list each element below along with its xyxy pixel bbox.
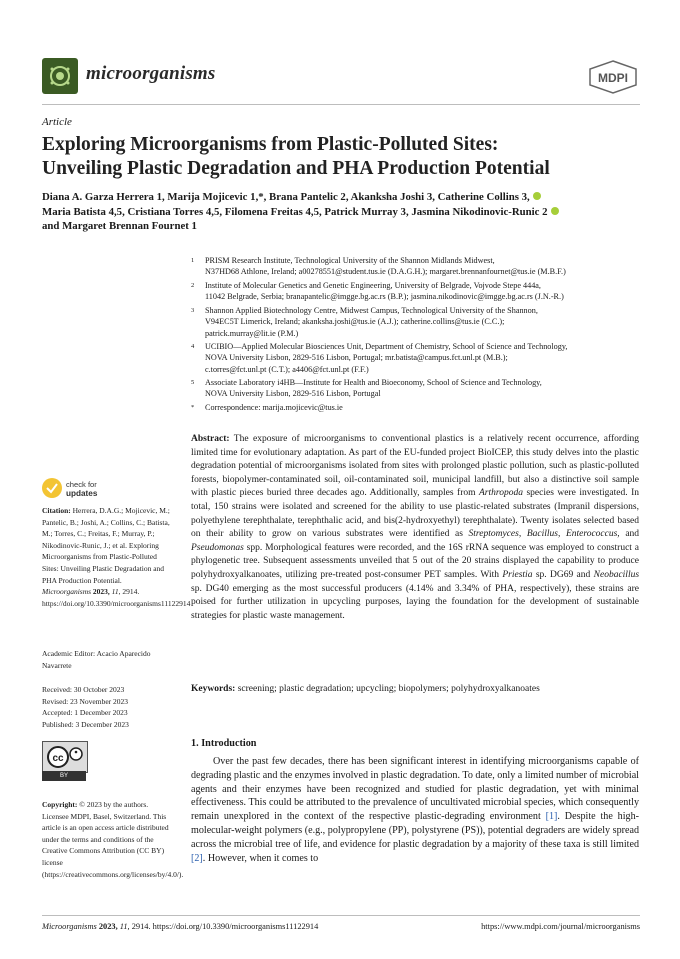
svg-text:cc: cc <box>52 753 64 764</box>
check-for-updates-icon[interactable] <box>42 478 62 498</box>
abstract: Abstract: The exposure of microorganisms to conventional plastics is a relatively recent occurrence, affording limited time for evolutionary adaptation. As part of the EU-funded project BioICEP, this study delves into the plastic degradation potential of microorganisms isolated from sites with prolonged plastic pollution, such as plastic-polluted forests, biopolymer-contaminated soil, oil-contaminated soil, municipal landfill, but also a distinctive soil sample with plastic pieces buried three decades ago. Additionally, samples from Arthropoda species were investigated. In total, 150 strains were isolated and screened for the ability to use plastic-related substrates (Impranil dispersions, polyethylene terephthalate, terephthalic acid, and bis(2-hydroxyethyl) terephthalate). Twenty isolates selected based on their ability to grow on various substrates were identified as Streptomyces, Bacillus, Enterococcus, and Pseudomonas spp. Morphological features were recorded, and the 16S rRNA sequence was employed to construct a phylogenetic tree. Subsequent assessments unveiled that 5 out of the 20 strains displayed the capability to produce polyhydroxyalkanoates, utilizing pre-treated post-consumer PET samples. With Priestia sp. DG69 and Neobacillus sp. DG40 emerging as the most successful producers (4.14% and 3.34% of PHA, respectively), these strains are poised for further utilization in upcycling purposes, laying the foundation for the development of sustainable strategies for plastic waste management. <box>191 434 640 621</box>
abstract-label: Abstract: <box>191 434 230 444</box>
authors-line-3[interactable]: and Margaret Brennan Fournet 1 <box>42 220 197 233</box>
affiliation-3: 3 Shannon Applied Biotechnology Centre, Midwest Campus, Technological University of the Shannon, V94EC5T Limerick, Ireland; akanksha.joshi@tus.ie (A.J.); catherine.collins@tus.ie (C.C.); patrick.murray@lit.ie (P.M.) <box>191 306 538 338</box>
citation-block: Citation: Herrera, D.A.G.; Mojicevic, M.; Pantelic, B.; Joshi, A.; Collins, C.; Batista, M.; Torres, C.; Freitas, F.; Murray, P.; Nikodinovic-Runic, J.; et al. Exploring Microorganisms from Plastic-Polluted Sites: Unveiling Plastic Degradation and PHA Production Potential. Microorganisms 2023, 11, 2914. https://doi.org/10.3390/microorganisms11122914 <box>42 506 191 608</box>
copyright-notice: Copyright: © 2023 by the authors. Licensee MDPI, Basel, Switzerland. This article is an open access article distributed under the terms and conditions of the Creative Commons Attribution (CC BY) license (https://creativecommons.org/licenses/by/4.0/). <box>42 800 184 879</box>
article-type: Article <box>42 116 72 128</box>
article-title <box>42 133 642 181</box>
footer-citation: Microorganisms 2023, 11, 2914. https://doi.org/10.3390/microorganisms11122914 <box>42 922 319 931</box>
author-list <box>42 190 642 234</box>
academic-editor: Academic Editor: Acacio Aparecido Navarrete <box>42 649 151 670</box>
footer-journal-url[interactable]: https://www.mdpi.com/journal/microorganisms <box>481 922 640 931</box>
citation-doi-link[interactable]: 2914. https://doi.org/10.3390/microorganisms11122914 <box>42 587 191 608</box>
authors-line-2[interactable]: Maria Batista 4,5, Cristiana Torres 4,5, Filomena Freitas 4,5, Patrick Murray 3, Jasmina Nikodinovic-Runic 2 <box>42 205 548 218</box>
affiliation-1: 1 PRISM Research Institute, Technological University of the Shannon Midlands Midwest, N37HD68 Athlone, Ireland; a00278551@student.tus.ie (D.A.G.H.); margaret.brennanfournet@tus.ie (M.B.F.) <box>191 256 566 277</box>
cc-license-icon[interactable] <box>42 741 88 773</box>
correspondence: * Correspondence: marija.mojicevic@tus.ie <box>191 403 343 412</box>
cc-by-label: BY <box>42 771 86 781</box>
section-heading-introduction: 1. Introduction <box>191 738 257 749</box>
footer-doi-link[interactable]: 2914. https://doi.org/10.3390/microorganisms11122914 <box>131 922 319 931</box>
journal-logo-icon <box>42 58 78 94</box>
keywords-label: Keywords: <box>191 684 236 694</box>
title-line-1: Exploring Microorganisms from Plastic-Polluted Sites: <box>42 134 499 155</box>
title-line-2: Unveiling Plastic Degradation and PHA Production Potential <box>42 158 550 179</box>
orcid-icon[interactable] <box>551 207 559 215</box>
header-divider <box>42 104 640 105</box>
reference-link-2[interactable]: [2] <box>191 852 203 864</box>
svg-text:MDPI: MDPI <box>598 71 628 85</box>
publication-dates: Received: 30 October 2023 Revised: 23 November 2023 Accepted: 1 December 2023 Published: 3 December 2023 <box>42 685 129 729</box>
keywords <box>191 683 639 697</box>
orcid-icon[interactable] <box>533 192 541 200</box>
affiliation-4: 4 UCIBIO—Applied Molecular Biosciences Unit, Department of Chemistry, School of Science and Technology, NOVA University Lisbon, 2829-516 Lisbon, Portugal; mr.batista@campus.fct.unl.pt (M.B.); c.torres@fct.unl.pt (C.T.); a4406@fct.unl.pt (F.F.) <box>191 342 568 374</box>
mdpi-logo[interactable] <box>588 60 638 94</box>
introduction-body: Over the past few decades, there has been significant interest in identifying microorganisms capable of degrading plastic and the enzymes involved in plastic degradation. To date, only a limited number of microbial agents and their enzymes have been recognized and studied for plastic degradation, yet with minimal effectiveness. This could be attributed to the prevalence of uncultivated microbial species, which consequently remain unexplored in the context of the respective plastic-degrading environment [1]. Despite the high-molecular-weight polymers (e.g., polypropylene (PP), polystyrene (PS)), potential degraders are widely spread across the microbial tree of life, and evidence for plastic degradation by a majority of these taxa is still limited [2]. However, when it comes to <box>191 756 639 864</box>
affiliation-5: 5 Associate Laboratory i4HB—Institute for Health and Bioeconomy, School of Science and Technology, NOVA University Lisbon, 2829-516 Lisbon, Portugal <box>191 378 542 399</box>
journal-name[interactable]: microorganisms <box>86 63 216 84</box>
keywords-text: screening; plastic degradation; upcycling; biopolymers; polyhydroxyalkanoates <box>237 684 540 694</box>
affiliation-2: 2 Institute of Molecular Genetics and Genetic Engineering, University of Belgrade, Vojvode Stepe 444a, 11042 Belgrade, Serbia; branapantelic@imgge.bg.ac.rs (B.P.); jasmina.nikodinovic@imgge.bg.ac.rs (J.N.-R.) <box>191 281 564 302</box>
footer-divider <box>42 915 640 916</box>
authors-line-1[interactable]: Diana A. Garza Herrera 1, Marija Mojicevic 1,*, Brana Pantelic 2, Akanksha Joshi 3, Catherine Collins 3, <box>42 191 530 203</box>
check-for-updates-button[interactable]: check for updates <box>66 480 98 498</box>
reference-link-1[interactable]: [1] <box>545 811 558 823</box>
